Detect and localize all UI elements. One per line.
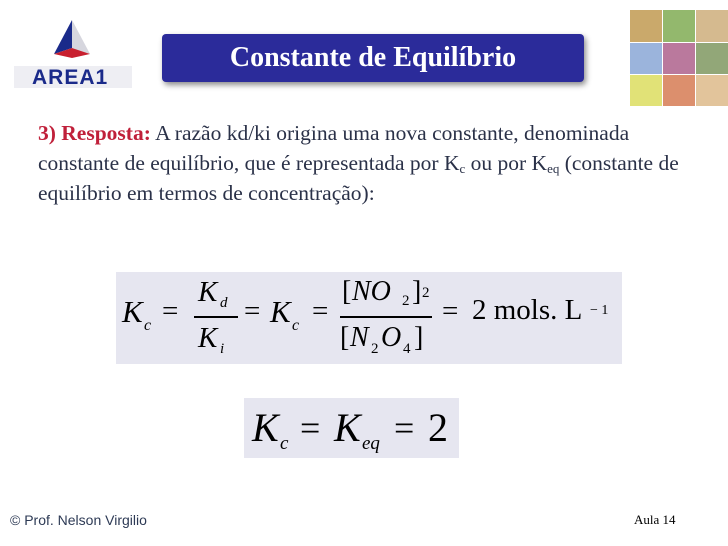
answer-paragraph <box>38 118 688 208</box>
denominator-close-bracket: ] <box>414 322 424 353</box>
author-credit: © Prof. Nelson Virgilio <box>10 512 147 528</box>
kc-subscript-3: c <box>280 433 289 454</box>
keq-value: 2 <box>428 405 448 450</box>
subscript-c: c <box>459 161 466 176</box>
lesson-number: Aula 14 <box>634 512 676 527</box>
kc-symbol: K <box>122 294 143 329</box>
denominator-o: O <box>381 322 402 353</box>
value-exponent: − 1 <box>590 303 609 318</box>
answer-text-3: (constante de equilíbrio em termos de concentração): <box>38 151 679 205</box>
ki-symbol: K <box>198 322 218 354</box>
page-title: Constante de Equilíbrio <box>229 42 517 73</box>
subscript-eq: eq <box>547 161 560 176</box>
equals-sign-3: = <box>312 295 329 327</box>
numerator-species: NO <box>352 276 391 307</box>
logo-text: AREA1 <box>32 66 109 89</box>
denominator-o-subscript: 4 <box>403 341 411 357</box>
equilibrium-value: 2 mols. L <box>472 294 583 326</box>
equals-sign-6: = <box>394 408 415 448</box>
numerator-open-bracket: [ <box>342 276 352 307</box>
kd-symbol: K <box>198 276 218 308</box>
kc-subscript: c <box>144 317 152 334</box>
kc-keq-equation <box>244 398 459 458</box>
area1-logo <box>14 14 132 94</box>
equilibrium-equation <box>116 272 622 364</box>
denominator-n: N <box>350 322 369 353</box>
denominator-n-subscript: 2 <box>371 341 379 357</box>
photo-collage <box>630 10 728 106</box>
numerator-exponent: 2 <box>422 285 430 301</box>
equals-sign-2: = <box>244 295 261 327</box>
keq-subscript: eq <box>362 433 380 454</box>
answer-text-1: A razão kd/ki origina uma nova constante, denominada constante de equilíbrio, que é representada por K <box>38 121 630 175</box>
kc-symbol-2: K <box>270 294 291 329</box>
numerator-species-subscript: 2 <box>402 293 410 309</box>
denominator-open-bracket: [ <box>340 322 350 353</box>
answer-text-2: ou por K <box>465 151 548 175</box>
numerator-close-bracket: ] <box>412 276 422 307</box>
ki-subscript: i <box>220 341 225 357</box>
kc-subscript-2: c <box>292 317 300 334</box>
equals-sign-5: = <box>300 408 321 448</box>
keq-symbol: K <box>334 405 361 450</box>
fraction-bar-concentration <box>340 316 432 318</box>
answer-lead: 3) Resposta: <box>38 121 151 145</box>
equals-sign-4: = <box>442 295 459 327</box>
title-bar <box>162 34 584 82</box>
kd-subscript: d <box>220 295 228 311</box>
equals-sign-1: = <box>162 295 179 327</box>
fraction-bar-k <box>194 316 238 318</box>
kc-symbol-3: K <box>252 405 279 450</box>
